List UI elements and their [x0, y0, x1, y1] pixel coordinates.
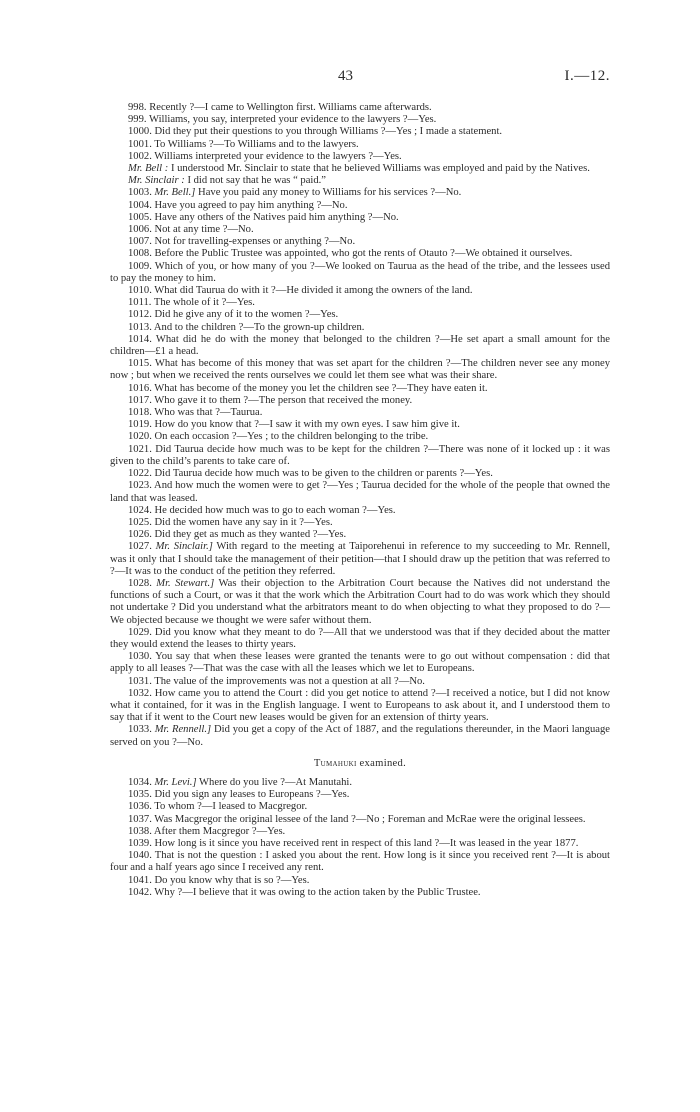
evidence-paragraph	[110, 468, 610, 480]
paragraph-text: 1039. How long is it since you have received rent in respect of this land ?—It was leased in the year 1877.	[128, 837, 579, 849]
evidence-paragraph	[110, 651, 610, 675]
evidence-paragraph	[110, 102, 610, 114]
witness-name: Tumahuki	[313, 757, 357, 769]
evidence-paragraph	[110, 838, 610, 850]
evidence-paragraph	[110, 261, 610, 285]
speaker-name: Mr. Bell :	[128, 163, 169, 175]
evidence-paragraph	[110, 826, 610, 838]
evidence-paragraph	[110, 724, 610, 748]
evidence-paragraph	[110, 777, 610, 789]
question-number: 1003.	[128, 187, 155, 199]
paragraph-text: 1004. Have you agreed to pay him anything ?—No.	[128, 199, 348, 211]
paragraph-text: 1040. That is not the question : I asked you about the rent. How long is it since you received rent ?—It is about four and a half years ago since I received any rent.	[110, 850, 610, 874]
evidence-paragraph	[110, 505, 610, 517]
evidence-paragraph	[110, 139, 610, 151]
paragraph-text: 1015. What has become of this money that was set apart for the children ?—The children never see any money now ; but when we received the rents ourselves we could let them see what was their share.	[110, 358, 610, 382]
paragraph-text: 998. Recently ?—I came to Wellington first. Williams came afterwards.	[128, 102, 432, 113]
evidence-paragraph	[110, 383, 610, 395]
paragraph-text: 1030. You say that when these leases were granted the tenants were to go out without compensation : did that apply to all leases ?—That was the case with all the leases which we let to Europeans.	[110, 651, 610, 675]
evidence-block-continued	[110, 102, 610, 749]
page-header	[110, 68, 610, 88]
evidence-paragraph	[110, 627, 610, 651]
paragraph-text: 1022. Did Taurua decide how much was to be given to the children or parents ?—Yes.	[128, 468, 493, 480]
paragraph-text: I did not say that he was “ paid.”	[184, 175, 327, 187]
paragraph-text: 1024. He decided how much was to go to each woman ?—Yes.	[128, 504, 396, 516]
evidence-paragraph	[110, 517, 610, 529]
evidence-paragraph	[110, 801, 610, 813]
evidence-paragraph	[110, 688, 610, 725]
evidence-paragraph	[110, 200, 610, 212]
paragraph-text: Where do you live ?—At Manutahi.	[196, 776, 353, 788]
question-number: 1033.	[128, 724, 155, 736]
paragraph-text: 1014. What did he do with the money that belonged to the children ?—He set apart a small amount for the children—£1 a head.	[110, 333, 610, 358]
evidence-paragraph	[110, 887, 610, 899]
evidence-paragraph	[110, 395, 610, 407]
paragraph-text: 1038. After them Macgregor ?—Yes.	[128, 825, 286, 837]
evidence-paragraph	[110, 187, 610, 199]
evidence-paragraph	[110, 236, 610, 248]
evidence-paragraph	[110, 789, 610, 801]
evidence-paragraph	[110, 322, 610, 334]
paragraph-text: 1017. Who gave it to them ?—The person that received the money.	[128, 394, 413, 406]
paragraph-text: 1007. Not for travelling-expenses or anything ?—No.	[128, 236, 356, 248]
evidence-paragraph	[110, 419, 610, 431]
speaker-name: Mr. Sinclair :	[128, 175, 185, 187]
paragraph-text: Was their objection to the Arbitration Court because the Natives did not understand the functions of such a Court, or was it that the work which the Arbitration Court had to do was work which they should not undertake ? Did you understand what the arbitrators meant to do when objecting to what they proposed to do ?—We objected because we thought we were safer without them.	[110, 577, 610, 626]
paragraph-text: 1041. Do you know why that is so ?—Yes.	[128, 874, 310, 886]
evidence-paragraph	[110, 431, 610, 443]
evidence-paragraph	[110, 224, 610, 236]
paragraph-text: 1000. Did they put their questions to you through Williams ?—Yes ; I made a statement.	[128, 126, 503, 138]
section-heading-suffix: examined.	[356, 757, 407, 769]
speaker-name: Mr. Sinclair.]	[155, 541, 213, 553]
page-number: 43	[338, 68, 353, 84]
paragraph-text: 1023. And how much the women were to get ?—Yes ; Taurua decided for the whole of the people that owned the land that was leased.	[110, 480, 610, 504]
evidence-paragraph	[110, 814, 610, 826]
paragraph-text: 1011. The whole of it ?—Yes.	[128, 297, 255, 309]
paragraph-text: 1009. Which of you, or how many of you ?—We looked on Taurua as the head of the tribe, and the lessees used to pay the money to him.	[110, 260, 610, 284]
evidence-paragraph	[110, 334, 610, 358]
question-number: 1034.	[128, 776, 155, 788]
paragraph-text: 1013. And to the children ?—To the grown-up children.	[128, 321, 365, 333]
paragraph-text: I understood Mr. Sinclair to state that he believed Williams was employed and paid by the Natives.	[168, 163, 590, 175]
paragraph-text: 1005. Have any others of the Natives paid him anything ?—No.	[128, 211, 399, 223]
evidence-paragraph	[110, 151, 610, 163]
evidence-paragraph	[110, 212, 610, 224]
paragraph-text: 1026. Did they get as much as they wanted ?—Yes.	[128, 529, 347, 541]
paragraph-text: 1018. Who was that ?—Taurua.	[128, 407, 263, 419]
paragraph-text: Have you paid any money to Williams for his services ?—No.	[195, 187, 462, 199]
paragraph-text: 1037. Was Macgregor the original lessee of the land ?—No ; Foreman and McRae were the original lessees.	[128, 813, 586, 825]
paragraph-text: 1021. Did Taurua decide how much was to be kept for the children ?—There was none of it locked up : it was given to the child’s parents to take care of.	[110, 443, 610, 467]
paragraph-text: 1035. Did you sign any leases to Europeans ?—Yes.	[128, 789, 350, 801]
evidence-paragraph	[110, 309, 610, 321]
paragraph-text: 1019. How do you know that ?—I saw it with my own eyes. I saw him give it.	[128, 419, 460, 431]
evidence-paragraph	[110, 480, 610, 504]
paragraph-text: 1010. What did Taurua do with it ?—He divided it among the owners of the land.	[128, 285, 473, 297]
speaker-name: Mr. Stewart.]	[156, 577, 215, 589]
paragraph-text: 1001. To Williams ?—To Williams and to the lawyers.	[128, 138, 359, 150]
speaker-name: Mr. Bell.]	[154, 187, 196, 199]
paragraph-text: 1016. What has become of the money you let the children see ?—They have eaten it.	[128, 382, 488, 394]
evidence-block-tumahuki	[110, 777, 610, 899]
page-body	[110, 102, 610, 899]
document-reference: I.—12.	[564, 68, 610, 84]
evidence-paragraph	[110, 175, 610, 187]
evidence-paragraph	[110, 126, 610, 138]
paragraph-text: 1029. Did you know what they meant to do ?—All that we understood was that if they decided about the matter they would extend the leases to thirty years.	[110, 626, 610, 650]
paragraph-text: 1006. Not at any time ?—No.	[128, 224, 254, 236]
evidence-paragraph	[110, 444, 610, 468]
paragraph-text: 1042. Why ?—I believe that it was owing to the action taken by the Public Trustee.	[128, 886, 481, 898]
evidence-paragraph	[110, 850, 610, 874]
evidence-paragraph	[110, 407, 610, 419]
evidence-paragraph	[110, 529, 610, 541]
evidence-paragraph	[110, 578, 610, 627]
evidence-paragraph	[110, 875, 610, 887]
paragraph-text: Did you get a copy of the Act of 1887, and the regulations thereunder, in the Maori language served on you ?—No.	[110, 724, 610, 748]
paragraph-text: 1020. On each occasion ?—Yes ; to the children belonging to the tribe.	[128, 431, 429, 443]
paragraph-text: 1002. Williams interpreted your evidence to the lawyers ?—Yes.	[128, 150, 402, 162]
speaker-name: Mr. Rennell.]	[154, 724, 212, 736]
evidence-paragraph	[110, 358, 610, 382]
evidence-paragraph	[110, 285, 610, 297]
paragraph-text: 1012. Did he give any of it to the women ?—Yes.	[128, 309, 339, 321]
evidence-paragraph	[110, 676, 610, 688]
evidence-paragraph	[110, 541, 610, 578]
paragraph-text: 1008. Before the Public Trustee was appointed, who got the rents of Otauto ?—We obtained it ourselves.	[128, 248, 573, 260]
speaker-name: Mr. Levi.]	[154, 776, 197, 788]
paragraph-text: 1025. Did the women have any say in it ?—Yes.	[128, 516, 333, 528]
evidence-paragraph	[110, 163, 610, 175]
question-number: 1028.	[128, 577, 157, 589]
paragraph-text: 1031. The value of the improvements was not a question at all ?—No.	[128, 675, 425, 687]
evidence-paragraph	[110, 114, 610, 126]
paragraph-text: With regard to the meeting at Taiporehenui in reference to my succeeding to Mr. Rennell, was it only that I should take the management of their petition—that I should draw up the petition that was referred to ?—It was to the conduct of the petition they referred.	[110, 541, 610, 577]
evidence-paragraph	[110, 248, 610, 260]
section-heading	[110, 758, 610, 770]
paragraph-text: 999. Williams, you say, interpreted your evidence to the lawyers ?—Yes.	[128, 114, 437, 126]
paragraph-text: 1036. To whom ?—I leased to Macgregor.	[128, 801, 308, 813]
evidence-paragraph	[110, 297, 610, 309]
question-number: 1027.	[128, 541, 156, 553]
paragraph-text: 1032. How came you to attend the Court : did you get notice to attend ?—I received a notice, but I did not know what it contained, for it was in the English language. I went to Europeans to ask about it, and I understood them to say that if it went to the Court new leases would be given for an extension of thirty years.	[110, 687, 610, 724]
